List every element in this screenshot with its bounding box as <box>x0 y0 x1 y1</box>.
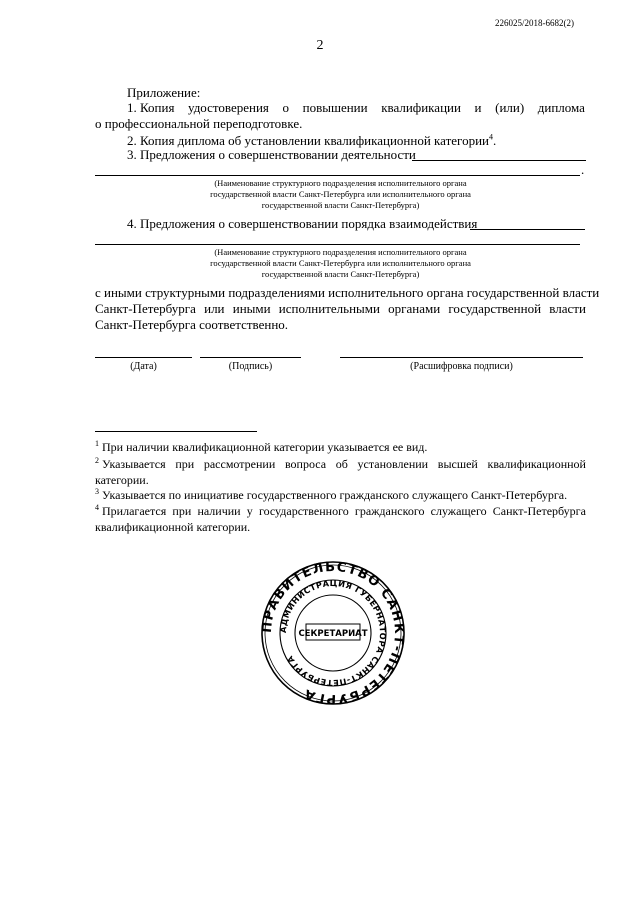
appendix-item-1-line-2: о профессиональной переподготовке. <box>95 116 303 131</box>
caption-line: государственной власти Санкт-Петербурга или исполнительного органа <box>210 258 471 268</box>
word: 1. Копия <box>127 100 175 115</box>
footnote-number: 3 <box>95 487 99 496</box>
word: органами <box>388 301 441 316</box>
footnote-word: об <box>335 457 348 471</box>
footnote-1 <box>95 439 427 455</box>
footnote-word: $^4$ Прилагается <box>95 503 167 518</box>
appendix-title: Приложение: <box>127 85 201 100</box>
word: квалификации <box>381 100 461 115</box>
footnote-3 <box>95 487 567 503</box>
caption-structural-unit-2 <box>95 247 586 280</box>
footnote-word: $^2$ Указывается <box>95 456 166 471</box>
footnote-4 <box>95 503 586 519</box>
footnote-word: Санкт-Петербурга <box>492 504 586 518</box>
document-id: 226025/2018-6682(2) <box>495 18 574 28</box>
appendix-item-4: 4. Предложения о совершенствовании порядка взаимодействия <box>127 216 478 231</box>
word: власти <box>549 301 586 316</box>
word: исполнительными <box>278 301 380 316</box>
footnote-word: при <box>175 457 195 471</box>
date-label: (Дата) <box>130 361 157 372</box>
decoding-label: (Расшифровка подписи) <box>410 361 513 372</box>
caption-line: государственной власти Санкт-Петербурга или исполнительного органа <box>210 189 471 199</box>
fill-line <box>95 244 580 245</box>
item-2-end: . <box>492 133 497 148</box>
word: иными <box>232 301 271 316</box>
date-line <box>95 357 192 358</box>
footnote-number: 4 <box>95 503 99 512</box>
word: или <box>204 301 225 316</box>
footnote-number: 1 <box>95 439 99 448</box>
stamp-outer-text: ПРАВИТЕЛЬСТВО САНКТ-ПЕТЕРБУРГА <box>260 560 406 706</box>
caption-line: (Наименование структурного подразделения исполнительного органа <box>214 247 467 257</box>
word: Санкт-Петербурга <box>95 301 196 316</box>
word: и <box>474 100 482 115</box>
fill-line <box>412 160 586 161</box>
footnote-2-cont: категории. <box>95 473 149 487</box>
stamp-inner-text: АДМИНИСТРАЦИЯ ГУБЕРНАТОРА САНКТ-ПЕТЕРБУРГА <box>277 577 389 689</box>
footnote-separator <box>95 431 257 432</box>
secretariat-stamp <box>260 560 406 706</box>
footnote-word: квалификационной <box>487 457 586 471</box>
footnote-word: у <box>246 504 253 518</box>
footnote-word: высшей <box>437 457 478 471</box>
footnote-2 <box>95 456 586 472</box>
decoding-line <box>340 357 583 358</box>
footnote-word: рассмотрении <box>203 457 276 471</box>
footnote-word: служащего <box>430 504 487 518</box>
stamp-center-text: СЕКРЕТАРИАТ <box>298 629 368 639</box>
footnote-4-cont: квалификационной категории. <box>95 520 251 534</box>
caption-structural-unit-1 <box>95 178 586 211</box>
word: о <box>282 100 290 115</box>
item-3-end: . <box>581 162 585 177</box>
caption-line: государственной власти Санкт-Петербурга) <box>261 200 420 210</box>
footnote-word: наличии <box>197 504 241 518</box>
word: государственной <box>448 301 542 316</box>
page-number: 2 <box>316 38 324 53</box>
fill-line <box>470 229 585 230</box>
closing-line-2 <box>95 301 586 317</box>
caption-line: государственной власти Санкт-Петербурга) <box>261 269 420 279</box>
signature-line <box>200 357 301 358</box>
footnote-number: 2 <box>95 456 99 465</box>
footnote-text: Указывается по инициативе государственного гражданского служащего Санкт-Петербурга. <box>102 488 568 502</box>
footnote-ref: 4 <box>488 132 493 142</box>
footnote-word: установлении <box>357 457 429 471</box>
footnote-text: При наличии квалификационной категории указывается ее вид. <box>102 440 428 454</box>
caption-line: (Наименование структурного подразделения исполнительного органа <box>214 178 467 188</box>
word: (или) <box>495 100 525 115</box>
fill-line <box>95 175 580 176</box>
signature-label: (Подпись) <box>228 361 273 372</box>
footnote-word: гражданского <box>354 504 425 518</box>
item-2-text: 2. Копия диплома об установлении квалификационной категории <box>127 133 489 148</box>
footnote-word: вопроса <box>284 457 327 471</box>
footnote-word: при <box>172 504 192 518</box>
word: удостоверения <box>188 100 269 115</box>
closing-line-1: с иными структурными подразделениями исполнительного органа государственной власти <box>95 285 600 300</box>
appendix-item-3: 3. Предложения о совершенствовании деятельности <box>127 147 416 162</box>
footnote-word: государственного <box>258 504 349 518</box>
word: диплома <box>537 100 585 115</box>
word: повышении <box>302 100 368 115</box>
closing-line-3: Санкт-Петербурга соответственно. <box>95 317 289 332</box>
appendix-item-1-line-1 <box>127 100 585 116</box>
